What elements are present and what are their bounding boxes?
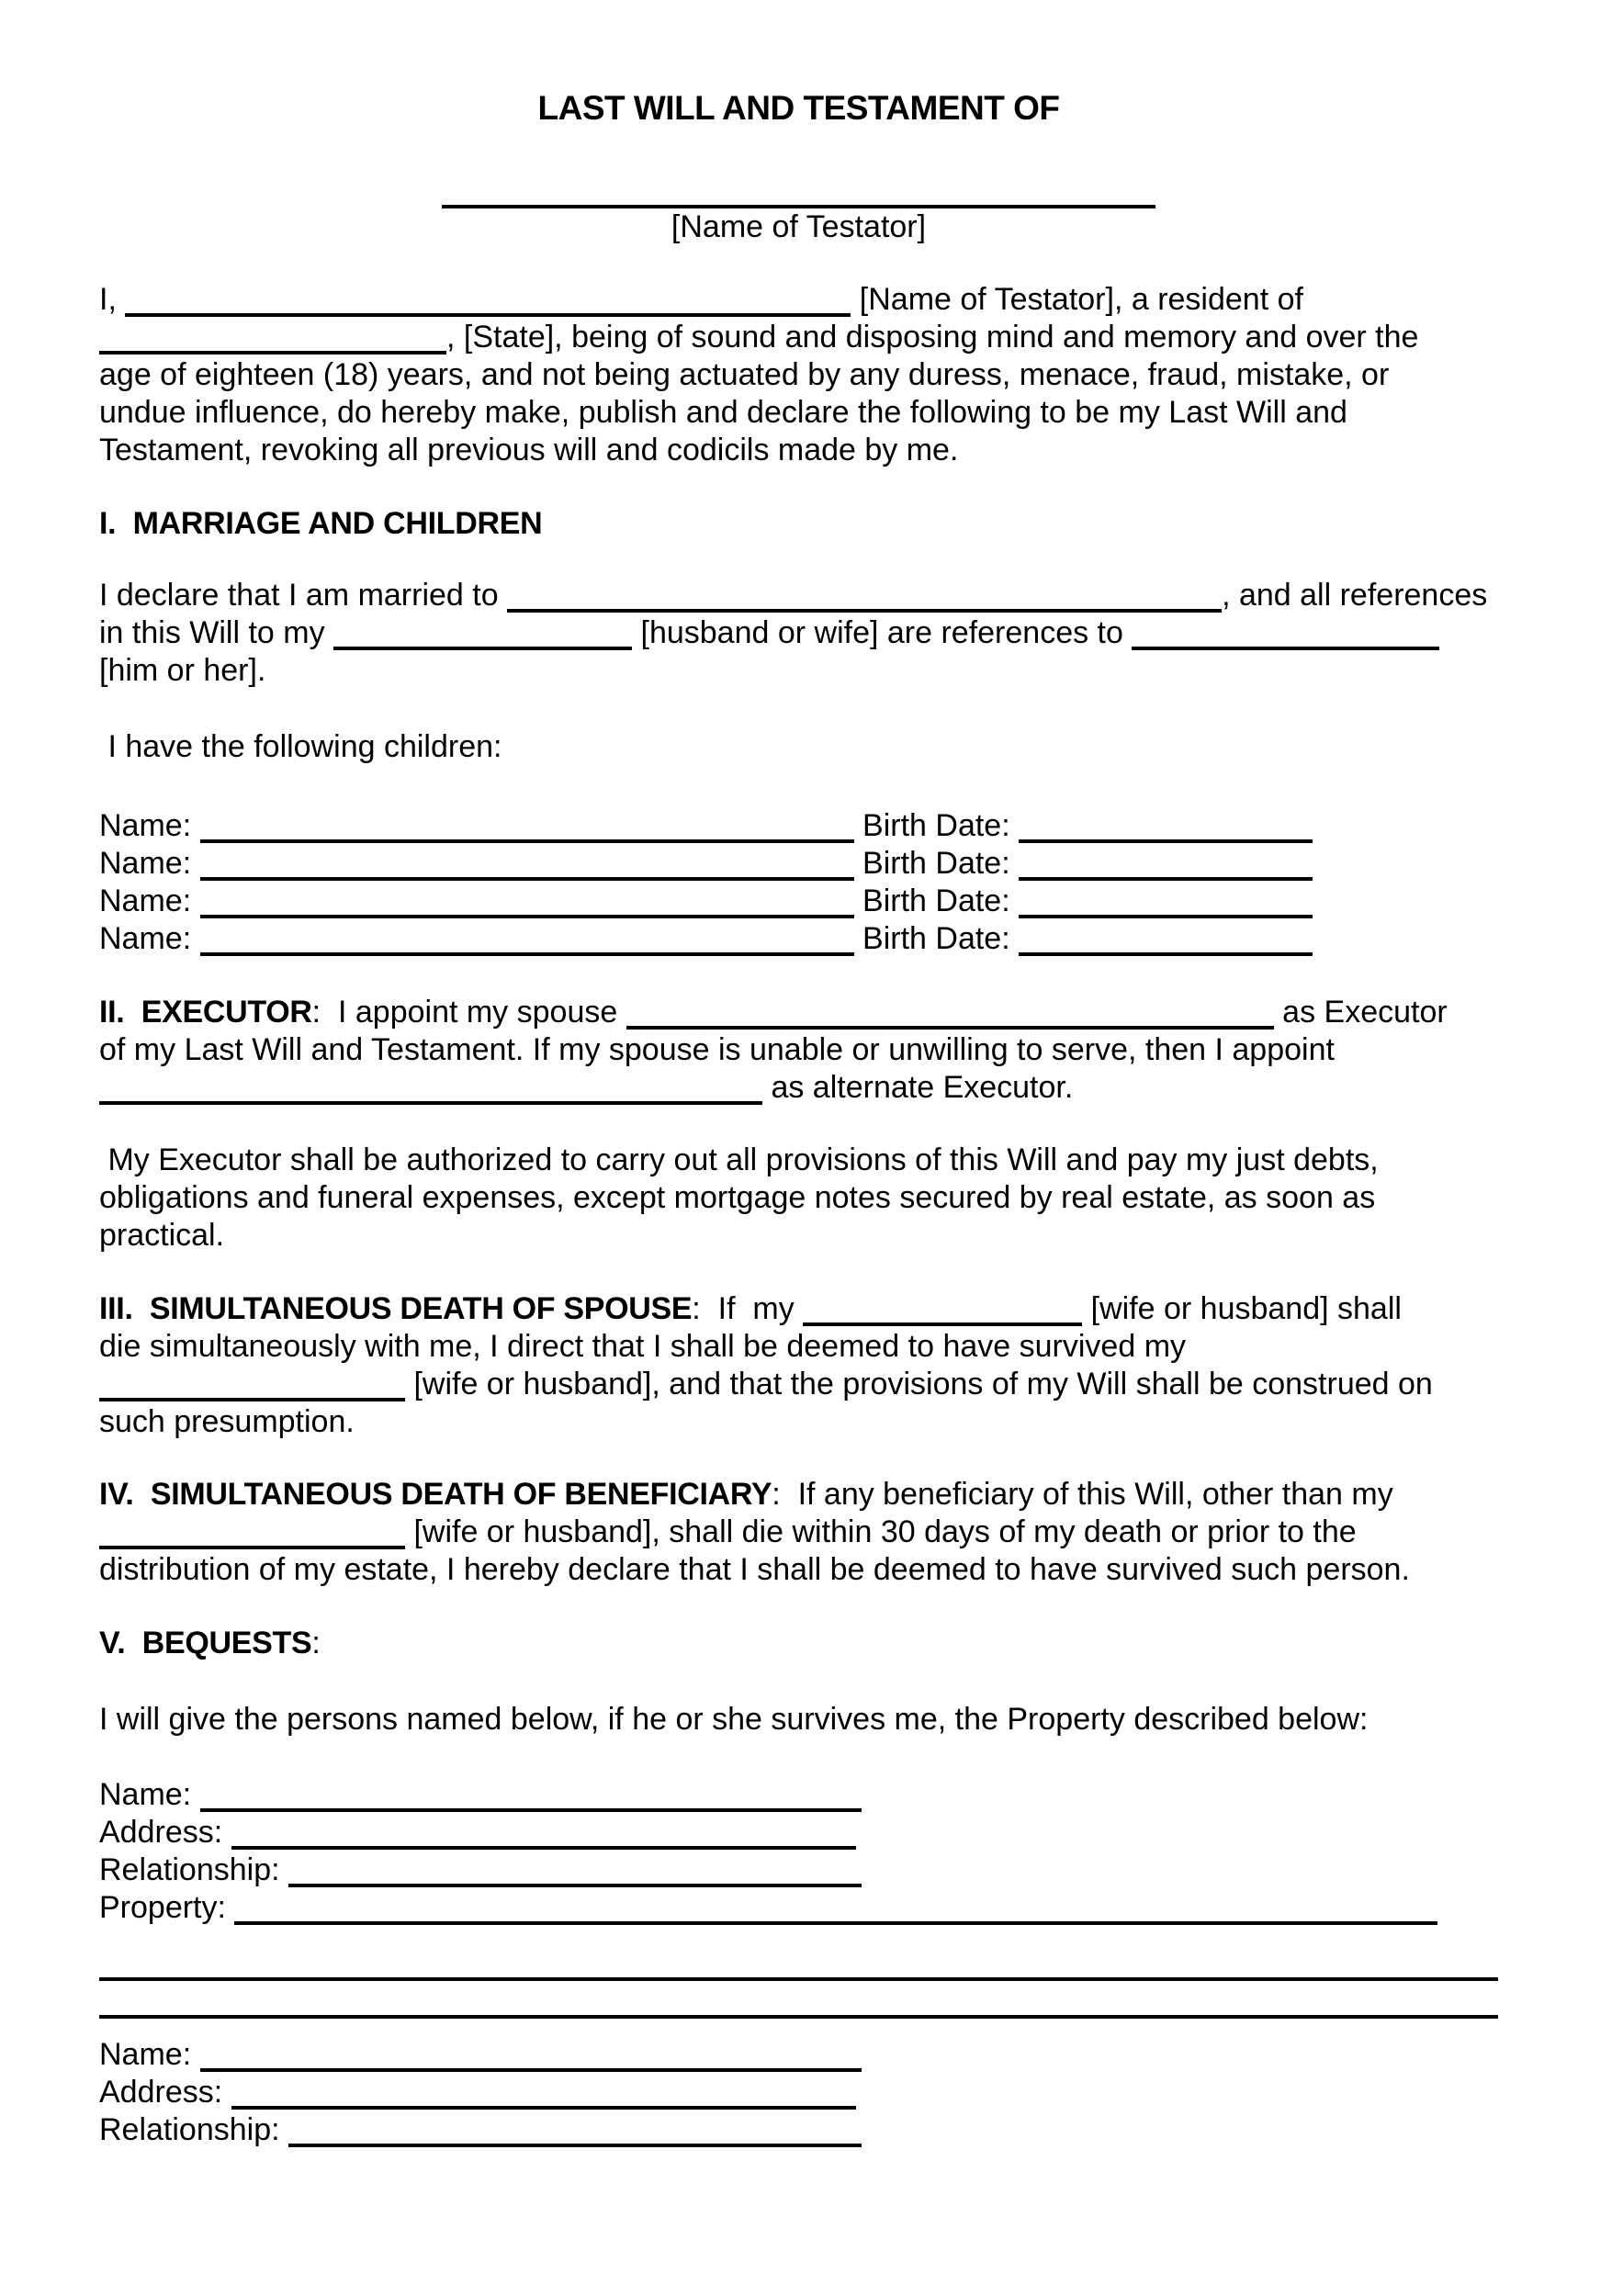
bequest-address-blank [231,2078,856,2110]
executor-name-blank [626,998,1274,1030]
testator-name-line [442,130,1155,208]
alternate-executor-blank [99,1074,762,1105]
child-name-blank [200,850,854,881]
bequest-name-label: Name: [99,2037,200,2072]
executor-line-2: of my Last Will and Testament. If my spouse is unable or unwilling to serve, then I appoint [99,1032,1335,1067]
beneficiary-death-line-2 [99,1514,1498,1551]
document-title: LAST WILL AND TESTAMENT OF [537,89,1060,127]
executor-l3-post: as alternate Executor. [762,1070,1074,1105]
child-birthdate-blank [1019,812,1313,843]
property-continuation-line-1 [99,1943,1498,1981]
marriage-l1-post: , and all references [1222,578,1488,613]
simultaneous-death-spouse-section [99,1290,1498,1441]
child-name-blank [200,887,854,918]
testator-name-label: [Name of Testator] [671,209,927,244]
spouse-death-line-3 [99,1366,1498,1403]
references-to-blank [1132,619,1439,650]
executor-heading-text: II. EXECUTOR [99,995,312,1030]
child-name-label: Name: [99,846,200,881]
bequest2-name-row [99,2036,1498,2074]
state-blank [99,323,446,355]
child-name-label: Name: [99,921,200,956]
marriage-line-1 [99,577,1498,614]
child-birthdate-label: Birth Date: [853,921,1020,956]
children-intro: I have the following children: [99,729,502,764]
spouse-death-line-4: such presumption. [99,1404,355,1439]
executor-line-3 [99,1069,1498,1107]
child-name-label: Name: [99,808,200,843]
testator-name-blank [125,286,851,317]
child-birthdate-blank [1019,925,1313,956]
bequests-heading-colon: : [311,1626,321,1660]
marriage-l2-pre: in this Will to my [99,615,334,650]
bequests-intro: I will give the persons named below, if he or she survives me, the Property described below: [99,1702,1369,1737]
child-row-4 [99,920,1498,958]
child-row-1 [99,807,1498,845]
bequest-relationship-label: Relationship: [99,2112,289,2147]
beneficiary-death-line-3: distribution of my estate, I hereby declare that I shall be deemed to have survived such person. [99,1552,1410,1587]
bequest-relationship-blank [288,2116,862,2147]
child-name-label: Name: [99,884,200,918]
child-name-blank [200,812,854,843]
bequest-block-1 [99,1776,1498,2019]
bequest1-relationship-row [99,1851,1498,1889]
executor-section [99,994,1498,1255]
child-row-3 [99,883,1498,920]
child-name-blank [200,925,854,956]
marriage-paragraph [99,577,1498,690]
child-birthdate-label: Birth Date: [853,846,1020,881]
property-continuation-line-2 [99,1981,1498,2019]
bequest-property-blank [234,1894,1437,1925]
simultaneous-death-beneficiary-section [99,1476,1498,1589]
bequest-name-label: Name: [99,1777,200,1812]
opening-line-4: undue influence, do hereby make, publish and declare the following to be my Last Will and [99,395,1347,430]
beneficiary-death-l1-post: : If any beneficiary of this Will, other than my [772,1477,1393,1512]
spouse-death-l3-post: [wife or husband], and that the provisions of my Will shall be construed on [405,1367,1433,1401]
opening-paragraph [99,281,1498,469]
opening-line-1 [99,281,1498,319]
beneficiary-death-line-1 [99,1476,1498,1514]
bequest-address-label: Address: [99,1815,231,1850]
opening-line-5: Testament, revoking all previous will and codicils made by me. [99,433,959,467]
marriage-line-3: [him or her]. [99,653,266,688]
child-birthdate-label: Birth Date: [853,884,1020,918]
bequests-heading-text: V. BEQUESTS [99,1626,312,1660]
executor-powers-line-2: obligations and funeral expenses, except mortgage notes secured by real estate, as soon as [99,1180,1376,1215]
spouse-death-line-2: die simultaneously with me, I direct that I shall be deemed to have survived my [99,1329,1187,1364]
bequest-block-2 [99,2036,1498,2149]
bequest1-property-row [99,1889,1498,1927]
husband-or-wife-blank [333,619,632,650]
bequest-address-label: Address: [99,2075,231,2110]
bequest2-relationship-row [99,2111,1498,2149]
spouse-death-l1-mid: : If my [692,1291,804,1326]
spouse-death-l1-post: [wife or husband] shall [1082,1291,1402,1326]
beneficiary-death-heading-text: IV. SIMULTANEOUS DEATH OF BENEFICIARY [99,1477,772,1512]
bequest1-address-row [99,1814,1498,1851]
bequest-address-blank [231,1818,856,1850]
bequest-name-blank [200,2041,862,2072]
bequest-name-blank [200,1781,862,1812]
marriage-l1-pre: I declare that I am married to [99,578,508,613]
opening-l1-pre: I, [99,282,126,317]
bequest-relationship-blank [288,1856,862,1887]
section-heading-bequests [99,1625,1498,1662]
children-list [99,807,1498,958]
child-row-2 [99,845,1498,883]
child-birthdate-blank [1019,887,1313,918]
marriage-line-2 [99,614,1498,652]
executor-powers-line-3: practical. [99,1218,225,1253]
executor-powers-line-1: My Executor shall be authorized to carry out all provisions of this Will and pay my just debts, [99,1142,1379,1177]
executor-l1-mid: : I appoint my spouse [311,995,626,1030]
opening-l2-post: , [State], being of sound and disposing mind and memory and over the [446,320,1419,355]
section-heading-marriage [99,505,1498,543]
executor-line-1 [99,994,1498,1031]
spouse-name-blank [507,581,1222,613]
bequest1-name-row [99,1776,1498,1814]
spouse-death-wife-husband-blank [803,1295,1082,1326]
child-birthdate-blank [1019,850,1313,881]
marriage-l2-mid: [husband or wife] are references to [632,615,1133,650]
opening-l1-post: [Name of Testator], a resident of [851,282,1303,317]
bequest-relationship-label: Relationship: [99,1852,289,1887]
opening-line-3: age of eighteen (18) years, and not being actuated by any duress, menace, fraud, mistake, or [99,357,1390,392]
beneficiary-death-l2-post: [wife or husband], shall die within 30 days of my death or prior to the [405,1514,1357,1549]
bequest-property-label: Property: [99,1890,235,1925]
bequest2-address-row [99,2074,1498,2111]
spouse-death-heading-text: III. SIMULTANEOUS DEATH OF SPOUSE [99,1291,693,1326]
spouse-death-wife-husband-blank-2 [99,1370,405,1401]
opening-line-2 [99,319,1498,356]
executor-l1-post: as Executor [1273,995,1448,1030]
child-birthdate-label: Birth Date: [853,808,1020,843]
marriage-heading-text: I. MARRIAGE AND CHILDREN [99,506,543,541]
spouse-death-line-1 [99,1290,1498,1328]
beneficiary-death-wife-husband-blank [99,1518,405,1549]
